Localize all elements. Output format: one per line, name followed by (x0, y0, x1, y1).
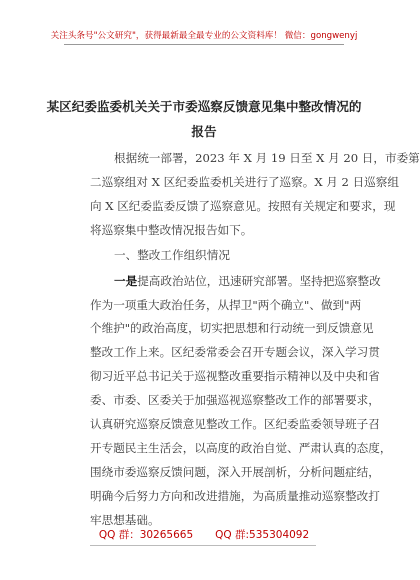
body-line-1-text: 提高政治站位，迅速研究部署。坚持把巡察整改 (137, 274, 381, 288)
header-promo-text: 关注头条号"公文研究"，获得最新最全最专业的公文资料库！ 微信：gongwenyj (50, 31, 358, 41)
document-title-line1: 某区纪委监委机关关于市委巡察反馈意见集中整改情况的 (46, 99, 362, 114)
footer-qq-right: QQ 群:535304092 (215, 529, 310, 541)
document-title-line2: 报告 (191, 124, 217, 139)
body-line-3: 个维护"的政治高度，切实把思想和行动统一到反馈意见 (90, 321, 374, 335)
intro-line-2: 二巡察组对 X 区纪委监委机关进行了巡察。X 月 2 日巡察组 (90, 175, 399, 189)
body-line-10: 明确今后努力方向和改进措施，为高质量推动巡察整改打 (90, 489, 380, 503)
header-divider (64, 44, 344, 45)
intro-line-1: 根据统一部署，2023 年 X 月 19 日至 X 月 20 日，市委第 (114, 151, 420, 165)
body-line-5: 彻习近平总书记关于巡视整改重要指示精神以及中央和省 (90, 369, 380, 383)
intro-line-4: 将巡察集中整改情况报告如下。 (90, 223, 253, 237)
body-line-4: 整改工作上来。区纪委常委会召开专题会议，深入学习贯 (90, 345, 380, 359)
section-heading: 一、整改工作组织情况 (114, 248, 230, 262)
footer-qq-left: QQ 群：30265665 (98, 529, 194, 541)
footer-divider (90, 545, 316, 546)
body-line-6: 委、市委、区委关于加强巡视巡察整改工作的部署要求， (90, 393, 380, 407)
intro-line-3: 向 X 区纪委监委反馈了巡察意见。按照有关规定和要求，现 (90, 199, 396, 213)
body-line-7: 认真研究巡察反馈意见整改工作。区纪委监委领导班子召 (90, 417, 380, 431)
body-line-9: 围绕市委巡察反馈问题，深入开展剖析，分析问题症结， (90, 465, 380, 479)
body-line-8: 开专题民主生活会，以高度的政治自觉、严肃认真的态度， (90, 441, 392, 455)
footer-qq-groups (0, 527, 408, 542)
body-lead-label: 一是 (114, 274, 138, 288)
body-line-2: 作为一项重大政治任务，从捍卫"两个确立"、做到"两 (90, 298, 362, 312)
body-line-1 (114, 271, 381, 291)
body-line-11: 牢思想基础。 (90, 513, 160, 527)
